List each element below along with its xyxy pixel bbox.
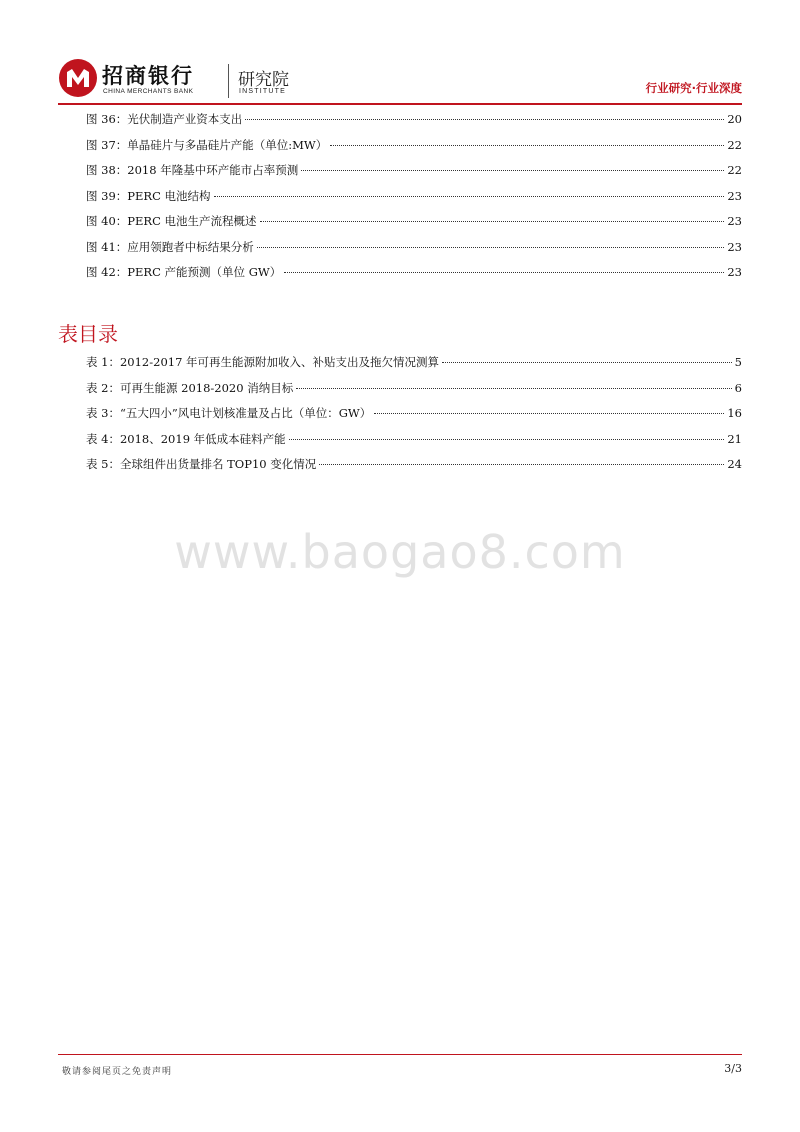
toc-entry-page: 20 [727,112,742,126]
toc-leader-dots [301,170,724,171]
toc-entry[interactable] [86,456,742,482]
toc-entry-page: 24 [727,457,742,471]
toc-entry-label: 表 3：“五大四小”风电计划核准量及占比（单位：GW） [86,406,372,420]
toc-entry-page: 23 [727,239,742,254]
toc-entry-page: 16 [727,406,742,420]
toc-leader-dots [245,119,724,120]
toc-entry[interactable] [86,405,742,431]
toc-entry-page: 23 [727,214,742,228]
toc-leader-dots [257,247,725,248]
toc-entry[interactable] [86,354,742,380]
toc-entry-page: 6 [734,380,742,395]
institute-name-cn: 研究院 [238,70,289,90]
brand-name-cn: 招商银行 [102,64,194,88]
toc-leader-dots [289,439,725,440]
toc-leader-dots [296,388,731,389]
header-divider [58,103,742,105]
institute-name-en: INSTITUTE [239,88,286,95]
toc-leader-dots [214,196,725,197]
toc-entry-page: 22 [727,163,742,177]
toc-entry[interactable] [86,239,742,265]
toc-entry-label: 表 5：全球组件出货量排名 TOP10 变化情况 [86,457,317,471]
page-header [58,56,742,102]
tables-toc-list [86,354,742,482]
footer-disclaimer: 敬请参阅尾页之免责声明 [62,1067,173,1077]
toc-entry[interactable] [86,213,742,239]
toc-entry-label: 图 42：PERC 产能预测（单位 GW） [86,265,282,279]
toc-entry-label: 图 41：应用领跑者中标结果分析 [86,239,254,254]
toc-entry-page: 23 [727,188,742,203]
toc-entry[interactable] [86,264,742,290]
toc-leader-dots [374,413,724,414]
brand-divider [228,64,229,98]
toc-entry-label: 图 37：单晶硅片与多晶硅片产能（单位:MW） [86,137,328,152]
toc-entry-page: 21 [727,431,742,446]
toc-entry-page: 5 [734,355,742,369]
toc-leader-dots [442,362,732,363]
toc-entry[interactable] [86,380,742,406]
toc-entry-label: 图 38：2018 年隆基中环产能市占率预测 [86,163,299,177]
toc-entry[interactable] [86,431,742,457]
toc-entry-page: 22 [727,137,742,152]
toc-leader-dots [284,272,724,273]
toc-leader-dots [260,221,725,222]
toc-entry-label: 图 36：光伏制造产业资本支出 [86,112,243,126]
toc-leader-dots [319,464,724,465]
brand-name-en: CHINA MERCHANTS BANK [103,88,194,95]
toc-entry[interactable] [86,188,742,214]
watermark-text: www.baogao8.com [174,525,626,579]
toc-entry[interactable] [86,162,742,188]
toc-leader-dots [330,145,724,146]
toc-entry[interactable] [86,137,742,163]
toc-entry-label: 表 4：2018、2019 年低成本硅料产能 [86,431,286,446]
toc-entry[interactable] [86,111,742,137]
toc-entry-label: 图 39：PERC 电池结构 [86,188,211,203]
china-merchants-bank-logo-icon [58,58,98,98]
tables-section-title: 表目录 [58,322,118,346]
toc-entry-label: 表 2：可再生能源 2018-2020 消纳目标 [86,380,294,395]
report-category-tag: 行业研究·行业深度 [645,81,742,95]
page-number: 3/3 [724,1062,742,1075]
footer-divider [58,1054,742,1055]
toc-entry-label: 表 1：2012-2017 年可再生能源附加收入、补贴支出及拖欠情况测算 [86,355,440,369]
toc-entry-page: 23 [727,265,742,279]
toc-entry-label: 图 40：PERC 电池生产流程概述 [86,214,257,228]
figures-toc-list [86,111,742,290]
